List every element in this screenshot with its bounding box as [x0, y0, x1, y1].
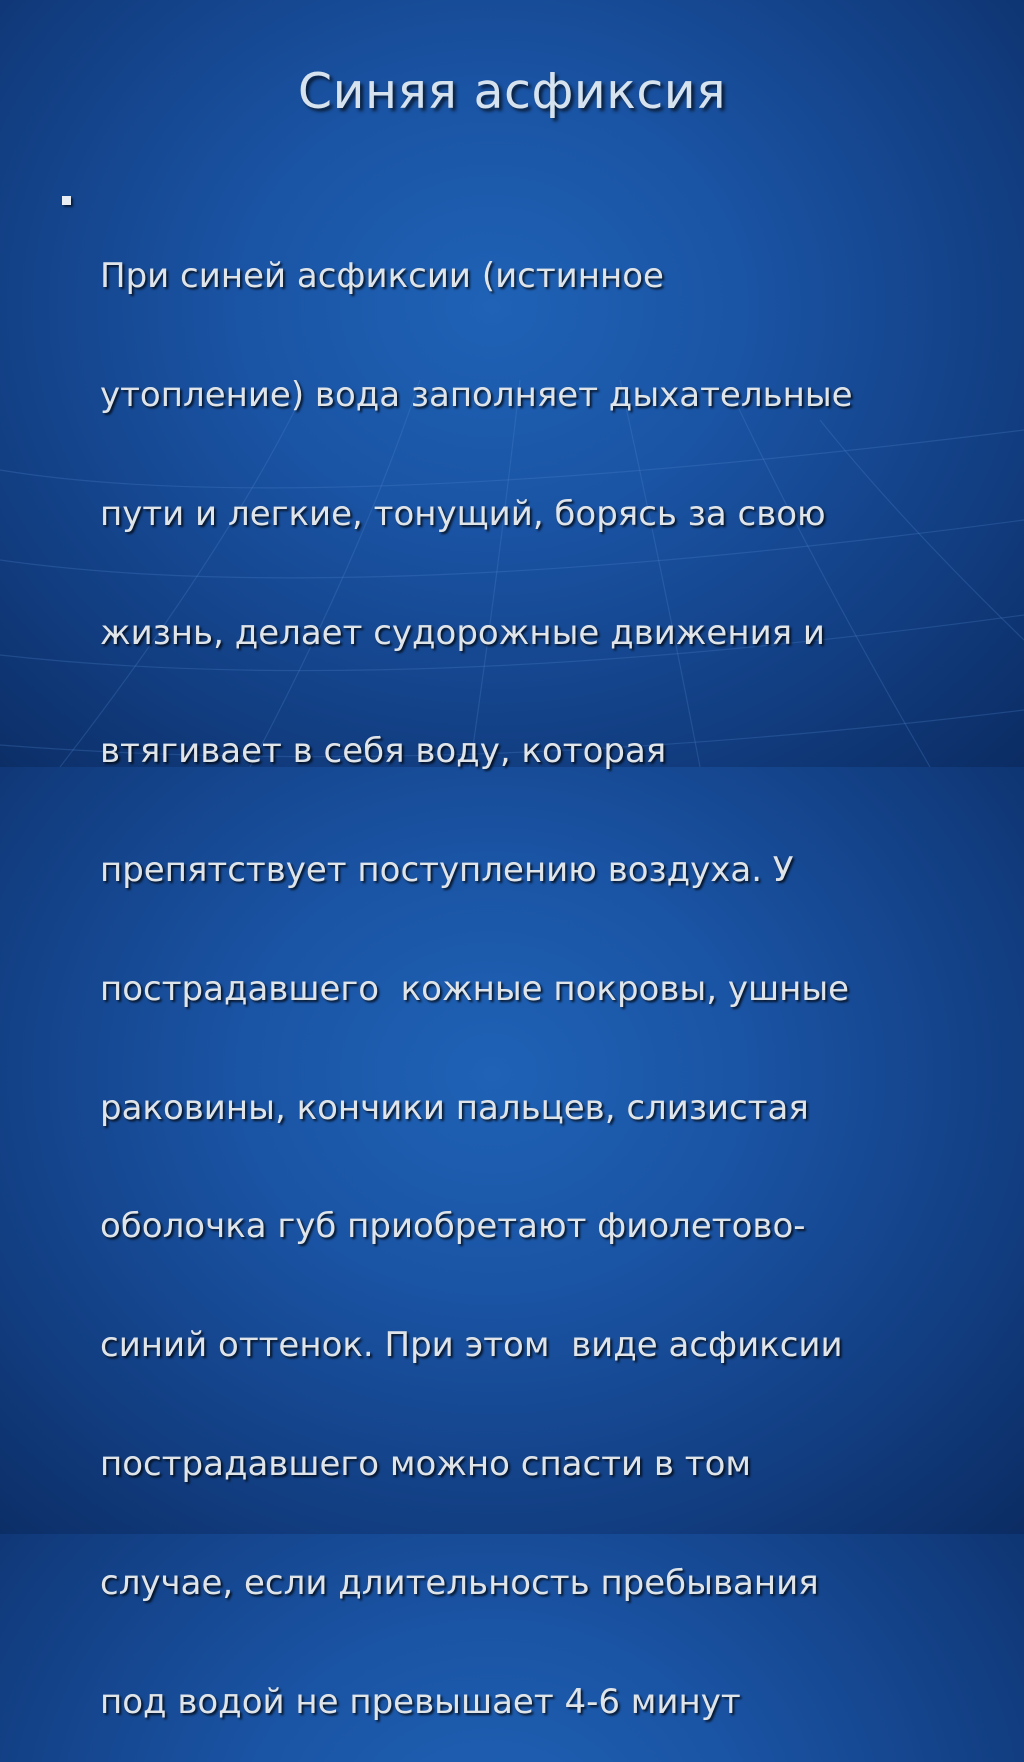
- body-line: случае, если длительность пребывания: [100, 1562, 819, 1603]
- body-text: [100, 178, 1000, 1762]
- body-line: препятствует поступлению воздуха. У: [100, 850, 794, 891]
- body-line: утопление) вода заполняет дыхательные: [100, 374, 853, 415]
- body-line: пострадавшего кожные покровы, ушные: [100, 968, 850, 1009]
- body-line: оболочка губ приобретают фиолетово-: [100, 1206, 806, 1247]
- slide-title: Синяя асфиксия: [297, 63, 727, 120]
- body-line: втягивает в себя воду, которая: [100, 731, 667, 772]
- bullet-square-icon: [62, 196, 71, 205]
- body-line: жизнь, делает судорожные движения и: [100, 612, 826, 653]
- body-line: пострадавшего можно спасти в том: [100, 1444, 752, 1484]
- body-line: При синей асфиксии (истинное: [100, 256, 664, 297]
- body-line: раковины, кончики пальцев, слизистая: [100, 1087, 809, 1128]
- body-line: под водой не превышает 4-6 минут: [100, 1681, 741, 1722]
- body-line: пути и легкие, тонущий, борясь за свою: [100, 493, 826, 534]
- body-line: синий оттенок. При этом виде асфиксии: [100, 1325, 843, 1366]
